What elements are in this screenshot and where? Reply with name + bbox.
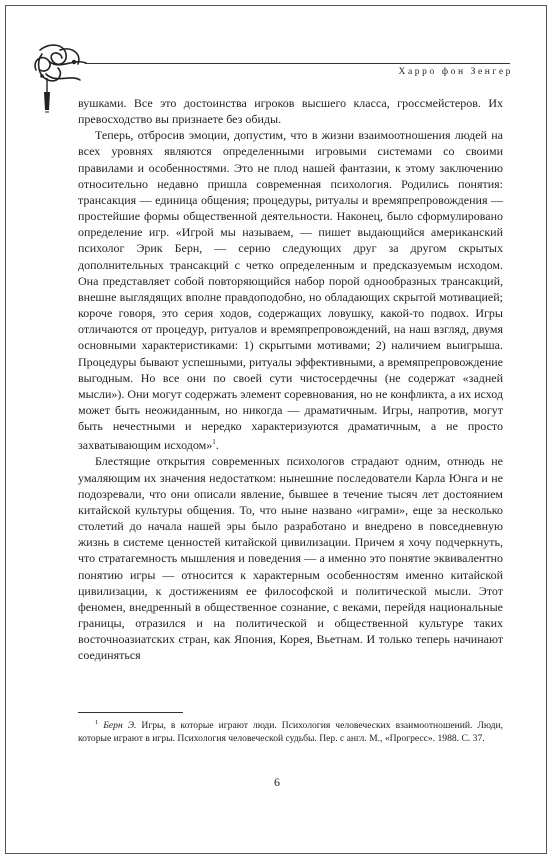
paragraph-text: Теперь, отбросив эмоции, допустим, что в жизни взаимоотношения людей на всех уровнях являются определенными игровыми системами со своими правилами и особенностями. Это не плод нашей фантазии, к этому заключению относительно недавно пришла современная психология. Родились понятия: трансакция — единица общения; процедуры, ритуалы и времяпрепровождения — простейшие формы общественной деятельности. Наконец, было сформулировано определение игр. «Игрой мы называем, — пишет выдающийся американский психолог Эрик Берн, — серию следующих друг за другом скрытых дополнительных трансакций с четко определенным и предсказуемым исходом. Она представляет собой повторяющийся набор порой однообразных трансакций, внешне выглядящих вполне правдоподобно, но обладающих скрытой мотивацией; короче говоря, это серия ходов, содержащих ловушку, какой-то подвох. Игры отличаются от процедур, ритуалов и времяпрепровождений, на наш взгляд, двумя основными характеристиками: 1) скрытыми мотивами; 2) наличием выигрыша. Процедуры бывают успешными, ритуалы эффективными, а времяпрепровождение выгодным. Но все они по своей сути чистосердечны (не содержат «задней мысли»). Они могут содержать элемент соревнования, но не конфликта, а их исход может быть неожиданным, но никогда — драматичным. Игры, напротив, могут быть нечестными и нередко характеризуются драматичным, а не просто захватывающим исходом» (78, 128, 503, 453)
page-number: 6 (274, 775, 280, 789)
body-text (78, 95, 503, 663)
footnote (78, 716, 503, 745)
paragraph: Теперь, отбросив эмоции, допустим, что в жизни взаимоотношения людей на всех уровнях являются определенными игровыми системами со своими правилами и особенностями. Это не плод нашей фантазии, к этому заключению относительно недавно пришла современная психология. Родились понятия: трансакция — единица общения; процедуры, ритуалы и времяпрепровождения — простейшие формы общественной деятельности. Наконец, было сформулировано определение игр. «Игрой мы называем, — пишет выдающийся американский психолог Эрик Берн, — серию следующих друг за другом скрытых дополнительных трансакций с четко определенным и предсказуемым исходом. Она представляет собой повторяющийся набор порой однообразных трансакций, внешне выглядящих вполне правдоподобно, но обладающих скрытой мотивацией; короче говоря, это серия ходов, содержащих ловушку, какой-то подвох. Игры отличаются от процедур, ритуалов и времяпрепровождений, на наш взгляд, двумя основными характеристиками: 1) скрытыми мотивами; 2) наличием выигрыша. Процедуры бывают успешными, ритуалы эффективными, а времяпрепровождение выгодным. Но все они по своей сути чистосердечны (не содержат «задней мысли»). Они могут содержать элемент соревнования, но не конфликта, а их исход может быть неожиданным, но никогда — драматичным. Игры, напротив, могут быть нечестными и нередко характеризуются драматичным, а не просто захватывающим исходом»$^1$. (78, 128, 503, 453)
header-rule (85, 63, 510, 64)
footnote-ref: 1 (212, 438, 216, 447)
footnote-rule (78, 712, 183, 713)
paragraph: вушками. Все это достоинства игроков высшего класса, гроссмейстеров. Их превосходство вы признаете без обиды. (78, 96, 503, 127)
running-header: Харро фон Зенгер (398, 67, 513, 77)
footnote-author: Берн Э. (103, 720, 137, 732)
footnote-marker: 1 (95, 719, 99, 726)
footnote-text: Игры, в которые играют люди. Психология человеческих взаимоотношений. Люди, которые играют в игры. Психология человеческой судьбы. Пер. с англ. М., «Прогресс». 1988. С. 37. (78, 720, 503, 745)
paragraph: Блестящие открытия современных психологов страдают одним, отнюдь не умаляющим их значения недостатком: нынешние последователи Карла Юнга и не подозревали, что они описали явление, бывшее в течение тысяч лет достоянием китайской культуры общения. То, что ныне названо «играми», еще за несколько столетий до начала нашей эры было разработано и внедрено в повседневную жизнь в системе ценностей китайской цивилизации. Причем я хочу подчеркнуть, что стратагемность мышления и поведения — а именно это понятие эквивалентно понятию игры — относится к характерным особенностям именно китайской цивилизации, к достижениям ее философской и политической мысли. Этот феномен, внедренный в общественное сознание, с веками, перейдя национальные границы, отразился и на политической и общественной культуре таких восточноазиатских стран, как Япония, Корея, Вьетнам. И только теперь начинают соединяться (78, 454, 503, 663)
